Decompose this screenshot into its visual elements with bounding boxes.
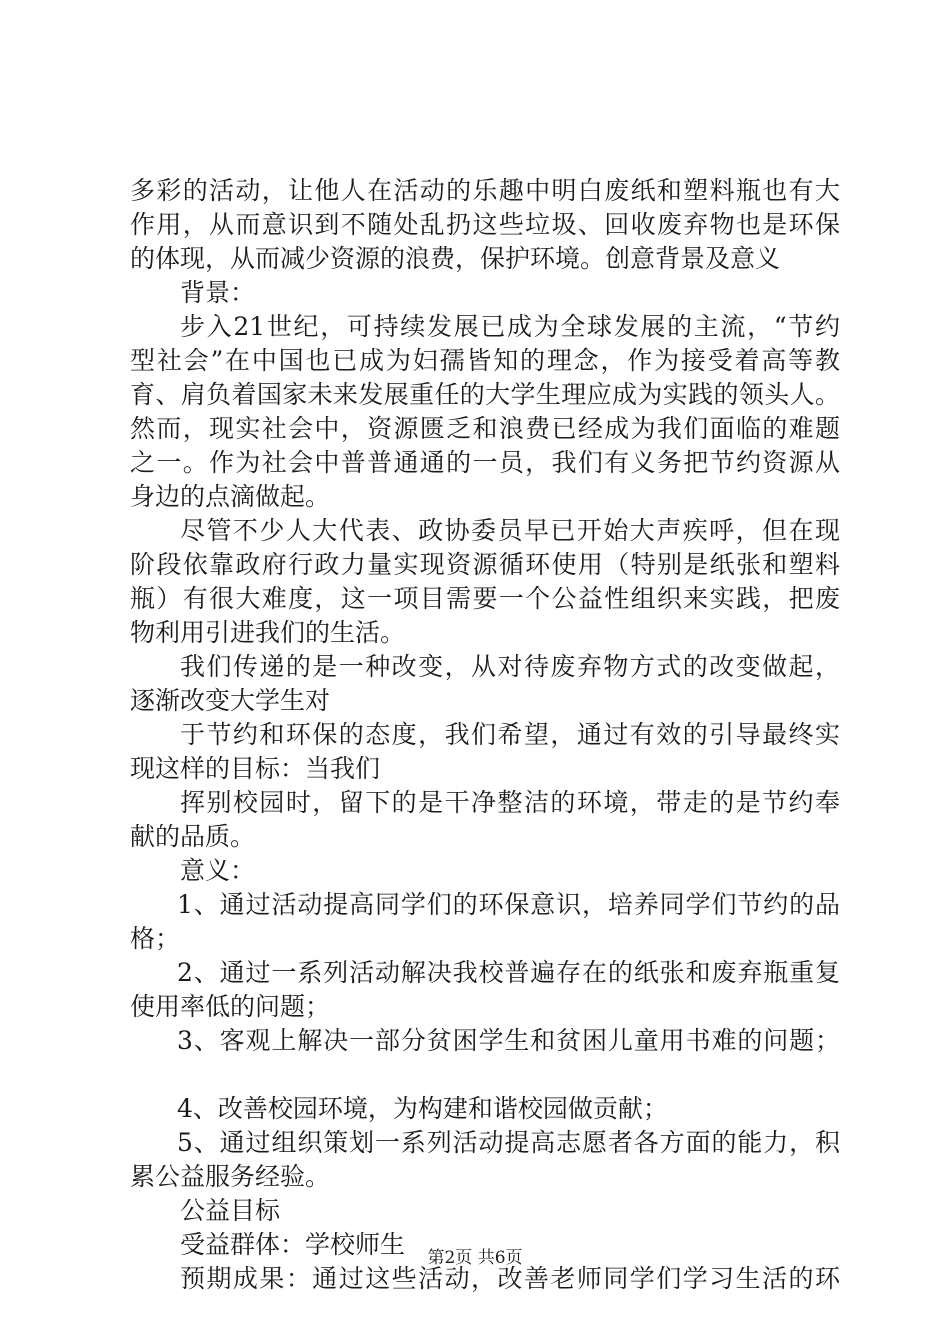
text-line: 阶段依靠政府行政力量实现资源循环使用（特别是纸张和塑料 (130, 550, 840, 579)
text-line: 挥别校园时，留下的是干净整洁的环境，带走的是节约奉 (180, 788, 840, 817)
list-item: 1、通过活动提高同学们的环保意识，培养同学们节约的品 (177, 890, 840, 919)
text-line: 型社会”在中国也已成为妇孺皆知的理念，作为接受着高等教 (130, 346, 840, 375)
document-body (130, 174, 840, 1296)
text-line: 预期成果：通过这些活动，改善老师同学们学习生活的环 (180, 1264, 840, 1293)
text-line: 现这样的目标：当我们 (130, 754, 381, 783)
text-line: 受益群体：学校师生 (180, 1230, 406, 1259)
list-item: 5、通过组织策划一系列活动提高志愿者各方面的能力，积 (177, 1128, 840, 1157)
text-line: 使用率低的问题； (130, 992, 331, 1021)
text-line: 于节约和环保的态度，我们希望，通过有效的引导最终实 (180, 720, 840, 749)
heading-public-goal: 公益目标 (180, 1196, 281, 1225)
blank-line (130, 1058, 840, 1092)
text-line: 我们传递的是一种改变，从对待废弃物方式的改变做起， (180, 652, 840, 681)
text-line: 物利用引进我们的生活。 (130, 618, 406, 647)
text-line: 步入21世纪，可持续发展已成为全球发展的主流，“节约 (180, 312, 840, 341)
text-line: 身边的点滴做起。 (130, 482, 331, 511)
heading-background: 背景： (180, 278, 256, 307)
text-line: 瓶）有很大难度，这一项目需要一个公益性组织来实践，把废 (130, 584, 840, 613)
list-item: 4、改善校园环境，为构建和谐校园做贡献； (177, 1094, 668, 1123)
text-line: 之一。作为社会中普普通通的一员，我们有义务把节约资源从 (130, 448, 840, 477)
text-line: 尽管不少人大代表、政协委员早已开始大声疾呼，但在现 (180, 516, 840, 545)
page-footer: 第2页 共6页 (427, 1248, 523, 1268)
text-line: 献的品质。 (130, 822, 256, 851)
heading-significance: 意义： (180, 856, 256, 885)
list-item: 2、通过一系列活动解决我校普遍存在的纸张和废弃瓶重复 (177, 958, 840, 987)
text-line: 多彩的活动，让他人在活动的乐趣中明白废纸和塑料瓶也有大 (130, 176, 840, 205)
list-item: 3、客观上解决一部分贫困学生和贫困儿童用书难的问题； (177, 1026, 840, 1055)
text-line: 累公益服务经验。 (130, 1162, 331, 1191)
text-line: 然而，现实社会中，资源匮乏和浪费已经成为我们面临的难题 (130, 414, 840, 443)
text-line: 格； (130, 924, 181, 953)
text-line: 育、肩负着国家未来发展重任的大学生理应成为实践的领头人。 (130, 380, 840, 409)
text-line: 逐渐改变大学生对 (130, 686, 331, 715)
text-line: 作用，从而意识到不随处乱扔这些垃圾、回收废弃物也是环保 (130, 210, 840, 239)
text-line: 的体现，从而减少资源的浪费，保护环境。创意背景及意义 (130, 244, 781, 273)
